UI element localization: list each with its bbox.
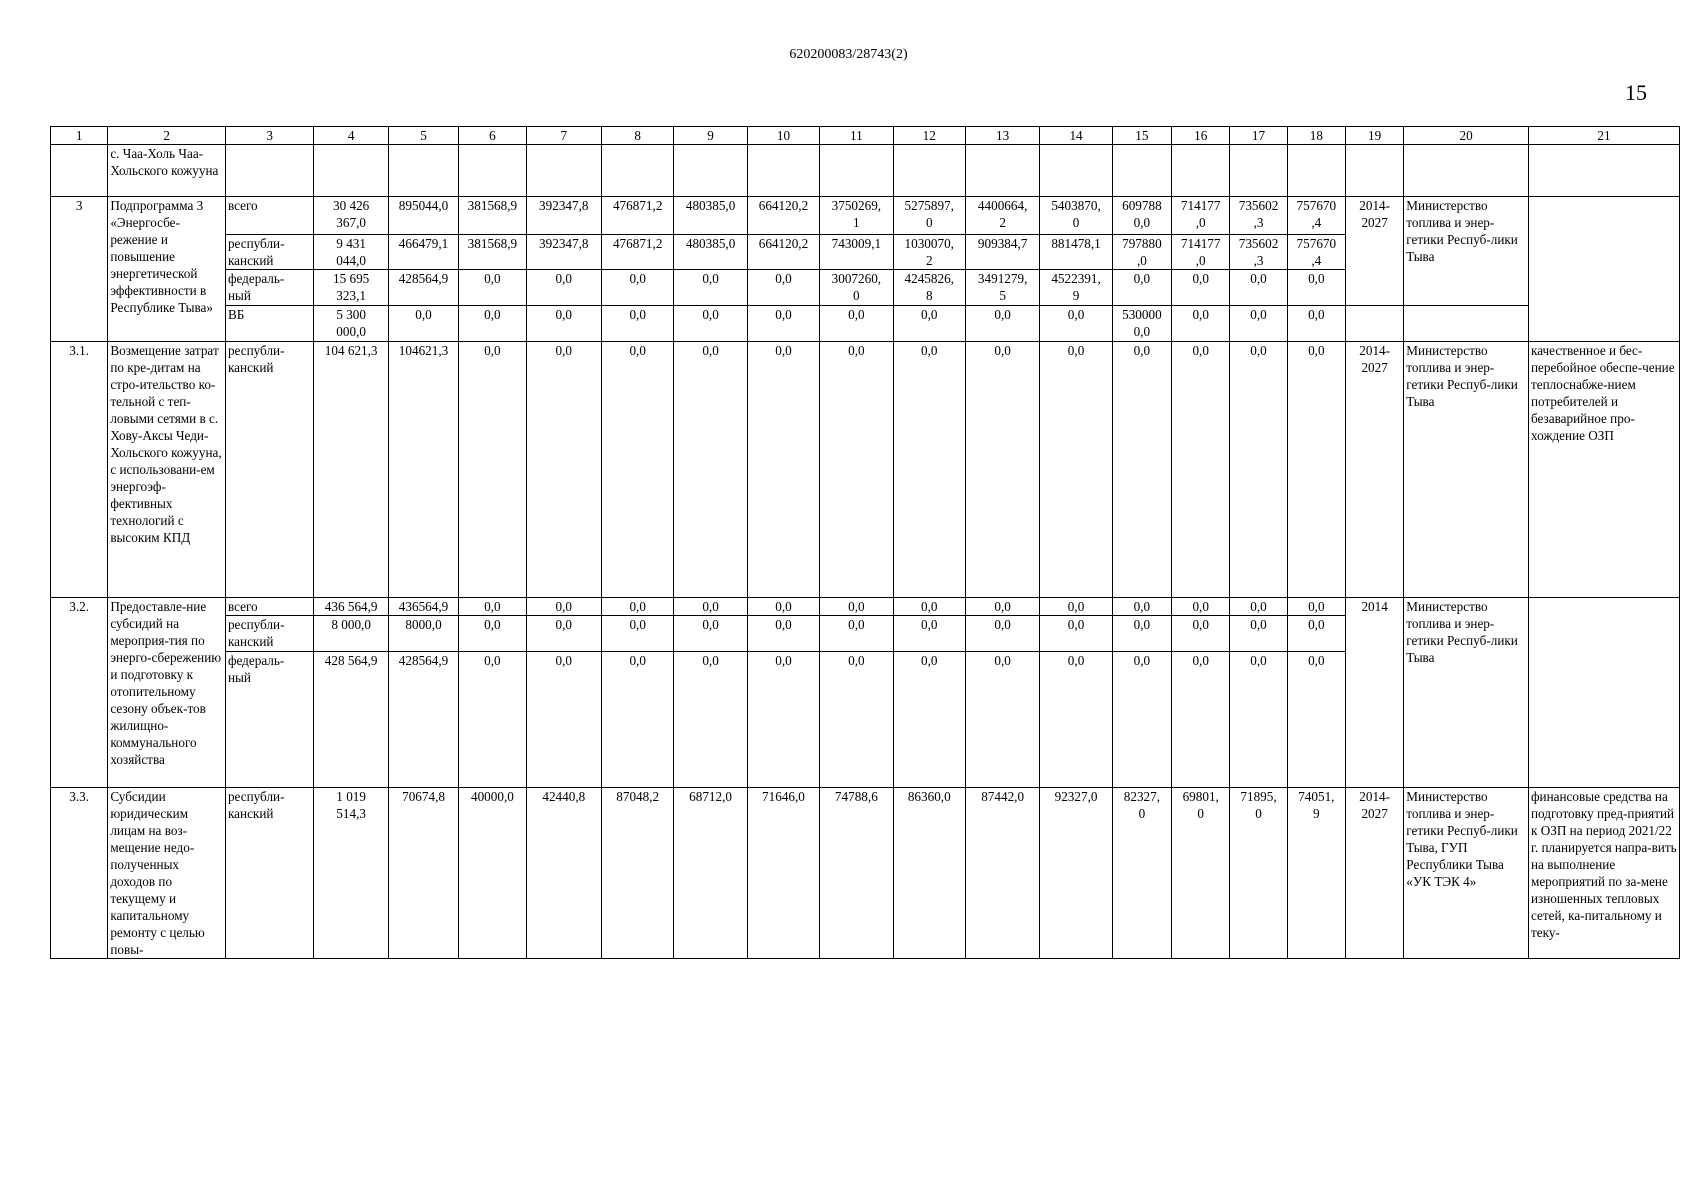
- value-cell-col-6: 381568,9: [459, 235, 526, 270]
- cell-empty: [1287, 145, 1345, 197]
- value-cell-col-7: 0,0: [526, 616, 601, 652]
- value-cell-col-11: 0,0: [820, 652, 893, 788]
- value-cell-col-17: 0,0: [1230, 270, 1287, 306]
- column-number-12: 12: [893, 127, 965, 145]
- value-cell-col-16: 714177 ,0: [1172, 235, 1230, 270]
- cell-empty: [1528, 145, 1679, 197]
- executor-cell: Министерство топлива и энер-гетики Респуб-лики Тыва: [1404, 342, 1529, 598]
- row-number-cell: 3.1.: [51, 342, 108, 598]
- cell-empty: [674, 145, 747, 197]
- value-cell-col-9: 0,0: [674, 616, 747, 652]
- column-number-9: 9: [674, 127, 747, 145]
- value-cell-col-14: 5403870, 0: [1040, 197, 1112, 235]
- value-cell-col-12: 0,0: [893, 652, 965, 788]
- value-cell-col-11: 743009,1: [820, 235, 893, 270]
- value-cell-col-6: 0,0: [459, 652, 526, 788]
- column-number-17: 17: [1230, 127, 1287, 145]
- table-row-3-2: [51, 598, 1680, 616]
- value-cell-col-18: 757670 ,4: [1287, 197, 1345, 235]
- value-cell-col-18: 0,0: [1287, 598, 1345, 616]
- value-cell-col-9: 480385,0: [674, 235, 747, 270]
- value-cell-col-17: 0,0: [1230, 598, 1287, 616]
- value-cell-col-18: 0,0: [1287, 652, 1345, 788]
- value-cell-col-4: 104 621,3: [314, 342, 388, 598]
- funding-source-cell: федераль- ный: [225, 652, 313, 788]
- event-name-cell: Возмещение затрат по кре-дитам на стро-ительство ко-тельной с теп-ловыми сетями в с. Хову-Аксы Чеди-Хольского кожууна, с использовани-ем энергоэф-фективных технологий с высоким КПД: [108, 342, 226, 598]
- value-cell-col-14: 0,0: [1040, 306, 1112, 342]
- table-row-3-3: [51, 788, 1680, 959]
- value-cell-col-12: 5275897, 0: [893, 197, 965, 235]
- value-cell-col-6: 381568,9: [459, 197, 526, 235]
- value-cell-col-13: 0,0: [965, 598, 1039, 616]
- value-cell-col-6: 0,0: [459, 616, 526, 652]
- column-number-19: 19: [1345, 127, 1403, 145]
- table-row-subprogram-3: [51, 197, 1680, 235]
- value-cell-col-4: 15 695 323,1: [314, 270, 388, 306]
- document-code: 620200083/28743(2): [789, 47, 908, 62]
- value-cell-col-6: 0,0: [459, 598, 526, 616]
- value-cell-col-14: 0,0: [1040, 598, 1112, 616]
- value-cell-col-8: 476871,2: [601, 197, 673, 235]
- value-cell-col-13: 0,0: [965, 342, 1039, 598]
- value-cell-col-10: 0,0: [747, 306, 819, 342]
- value-cell-col-5: 428564,9: [388, 652, 458, 788]
- column-number-10: 10: [747, 127, 819, 145]
- years-cell: 2014: [1345, 598, 1403, 788]
- value-cell-col-17: 0,0: [1230, 342, 1287, 598]
- value-cell-col-17: 0,0: [1230, 652, 1287, 788]
- cell-empty: [459, 145, 526, 197]
- value-cell-col-14: 4522391, 9: [1040, 270, 1112, 306]
- years-cell: 2014- 2027: [1345, 197, 1403, 306]
- event-name-cell: Предоставле-ние субсидий на мероприя-тия по энерго-сбережению и подготовку к отопительному сезону объек-тов жилищно-коммунального хозяйства: [108, 598, 226, 788]
- value-cell-col-8: 0,0: [601, 616, 673, 652]
- value-cell-col-8: 0,0: [601, 342, 673, 598]
- value-cell-col-7: 0,0: [526, 342, 601, 598]
- value-cell-col-13: 0,0: [965, 652, 1039, 788]
- executor-cell: Министерство топлива и энер-гетики Респуб-лики Тыва: [1404, 197, 1529, 306]
- value-cell-col-12: 0,0: [893, 306, 965, 342]
- cell-empty: [1040, 145, 1112, 197]
- value-cell-col-18: 757670 ,4: [1287, 235, 1345, 270]
- value-cell-col-4: 30 426 367,0: [314, 197, 388, 235]
- cell-empty: [747, 145, 819, 197]
- value-cell-col-7: 0,0: [526, 652, 601, 788]
- value-cell-col-11: 74788,6: [820, 788, 893, 959]
- event-name-cell: Подпрограмма 3 «Энергосбе-режение и повышение энергетической эффективности в Республике Тыва»: [108, 197, 226, 342]
- executor-cell: Министерство топлива и энер-гетики Респуб-лики Тыва: [1404, 598, 1529, 788]
- value-cell-col-8: 0,0: [601, 270, 673, 306]
- value-cell-col-13: 909384,7: [965, 235, 1039, 270]
- years-cell: 2014- 2027: [1345, 342, 1403, 598]
- value-cell-col-6: 0,0: [459, 306, 526, 342]
- value-cell-col-10: 0,0: [747, 598, 819, 616]
- executor-cell: [1404, 306, 1529, 342]
- value-cell-col-8: 0,0: [601, 306, 673, 342]
- value-cell-col-4: 428 564,9: [314, 652, 388, 788]
- column-number-7: 7: [526, 127, 601, 145]
- cell-empty: [601, 145, 673, 197]
- event-name-cell: с. Чаа-Холь Чаа-Хольского кожууна: [108, 145, 226, 197]
- cell-empty: [1404, 145, 1529, 197]
- value-cell-col-10: 664120,2: [747, 235, 819, 270]
- program-table: [50, 126, 1680, 959]
- funding-source-cell: всего: [225, 598, 313, 616]
- value-cell-col-16: 714177 ,0: [1172, 197, 1230, 235]
- value-cell-col-12: 86360,0: [893, 788, 965, 959]
- value-cell-col-7: 392347,8: [526, 197, 601, 235]
- value-cell-col-5: 466479,1: [388, 235, 458, 270]
- value-cell-col-12: 0,0: [893, 342, 965, 598]
- value-cell-col-5: 895044,0: [388, 197, 458, 235]
- value-cell-col-18: 0,0: [1287, 616, 1345, 652]
- value-cell-col-15: 0,0: [1112, 616, 1171, 652]
- table-row-subprogram-3: [51, 306, 1680, 342]
- cell-empty: [1345, 145, 1403, 197]
- column-number-6: 6: [459, 127, 526, 145]
- value-cell-col-5: 428564,9: [388, 270, 458, 306]
- page-number: 15: [1625, 80, 1647, 105]
- value-cell-col-5: 8000,0: [388, 616, 458, 652]
- cell-empty: [51, 145, 108, 197]
- value-cell-col-10: 664120,2: [747, 197, 819, 235]
- value-cell-col-13: 3491279, 5: [965, 270, 1039, 306]
- value-cell-col-17: 735602 ,3: [1230, 235, 1287, 270]
- funding-source-cell: республи- канский: [225, 235, 313, 270]
- value-cell-col-7: 0,0: [526, 270, 601, 306]
- funding-source-cell: республи- канский: [225, 342, 313, 598]
- value-cell-col-14: 0,0: [1040, 342, 1112, 598]
- column-number-15: 15: [1112, 127, 1171, 145]
- cell-empty: [1230, 145, 1287, 197]
- value-cell-col-12: 0,0: [893, 616, 965, 652]
- value-cell-col-16: 69801, 0: [1172, 788, 1230, 959]
- value-cell-col-10: 0,0: [747, 616, 819, 652]
- value-cell-col-16: 0,0: [1172, 270, 1230, 306]
- value-cell-col-9: 0,0: [674, 270, 747, 306]
- result-cell: финансовые средства на подготовку пред-приятий к ОЗП на период 2021/22 г. планируется напра-вить на выполнение мероприятий по за-мене изношенных тепловых сетей, ка-питальному и теку-: [1528, 788, 1679, 959]
- executor-cell: Министерство топлива и энер-гетики Респуб-лики Тыва, ГУП Республики Тыва «УК ТЭК 4»: [1404, 788, 1529, 959]
- value-cell-col-11: 3007260, 0: [820, 270, 893, 306]
- value-cell-col-8: 87048,2: [601, 788, 673, 959]
- value-cell-col-14: 92327,0: [1040, 788, 1112, 959]
- table-row-3-1: [51, 342, 1680, 598]
- column-number-1: 1: [51, 127, 108, 145]
- value-cell-col-18: 74051, 9: [1287, 788, 1345, 959]
- value-cell-col-9: 68712,0: [674, 788, 747, 959]
- value-cell-col-16: 0,0: [1172, 342, 1230, 598]
- value-cell-col-7: 0,0: [526, 306, 601, 342]
- value-cell-col-15: 0,0: [1112, 270, 1171, 306]
- column-number-3: 3: [225, 127, 313, 145]
- value-cell-col-6: 0,0: [459, 270, 526, 306]
- value-cell-col-6: 0,0: [459, 342, 526, 598]
- cell-empty: [225, 145, 313, 197]
- value-cell-col-15: 0,0: [1112, 598, 1171, 616]
- cell-empty: [820, 145, 893, 197]
- value-cell-col-17: 71895, 0: [1230, 788, 1287, 959]
- row-number-cell: 3.2.: [51, 598, 108, 788]
- years-cell: [1345, 306, 1403, 342]
- funding-source-cell: ВБ: [225, 306, 313, 342]
- value-cell-col-11: 0,0: [820, 616, 893, 652]
- value-cell-col-18: 0,0: [1287, 342, 1345, 598]
- value-cell-col-4: 1 019 514,3: [314, 788, 388, 959]
- value-cell-col-4: 5 300 000,0: [314, 306, 388, 342]
- value-cell-col-16: 0,0: [1172, 306, 1230, 342]
- cell-empty: [1172, 145, 1230, 197]
- value-cell-col-7: 0,0: [526, 598, 601, 616]
- column-number-20: 20: [1404, 127, 1529, 145]
- value-cell-col-9: 0,0: [674, 652, 747, 788]
- value-cell-col-18: 0,0: [1287, 306, 1345, 342]
- value-cell-col-7: 42440,8: [526, 788, 601, 959]
- cell-empty: [1112, 145, 1171, 197]
- funding-source-cell: республи- канский: [225, 788, 313, 959]
- value-cell-col-13: 0,0: [965, 306, 1039, 342]
- value-cell-col-5: 436564,9: [388, 598, 458, 616]
- value-cell-col-10: 0,0: [747, 652, 819, 788]
- value-cell-col-9: 0,0: [674, 342, 747, 598]
- value-cell-col-17: 735602 ,3: [1230, 197, 1287, 235]
- column-number-11: 11: [820, 127, 893, 145]
- value-cell-col-10: 0,0: [747, 342, 819, 598]
- value-cell-col-15: 797880 ,0: [1112, 235, 1171, 270]
- value-cell-col-15: 0,0: [1112, 652, 1171, 788]
- value-cell-col-11: 0,0: [820, 598, 893, 616]
- funding-source-cell: республи- канский: [225, 616, 313, 652]
- value-cell-col-17: 0,0: [1230, 306, 1287, 342]
- column-number-21: 21: [1528, 127, 1679, 145]
- years-cell: 2014- 2027: [1345, 788, 1403, 959]
- value-cell-col-10: 0,0: [747, 270, 819, 306]
- column-number-2: 2: [108, 127, 226, 145]
- row-number-cell: 3.3.: [51, 788, 108, 959]
- value-cell-col-8: 476871,2: [601, 235, 673, 270]
- result-cell: [1528, 598, 1679, 788]
- value-cell-col-12: 1030070, 2: [893, 235, 965, 270]
- value-cell-col-14: 881478,1: [1040, 235, 1112, 270]
- header-row: [51, 127, 1680, 145]
- value-cell-col-9: 480385,0: [674, 197, 747, 235]
- value-cell-col-11: 0,0: [820, 342, 893, 598]
- value-cell-col-15: 530000 0,0: [1112, 306, 1171, 342]
- event-name-cell: Субсидии юридическим лицам на воз-мещение недо-полученных доходов по текущему и капитальному ремонту с целью повы-: [108, 788, 226, 959]
- funding-source-cell: федераль- ный: [225, 270, 313, 306]
- cell-empty: [526, 145, 601, 197]
- value-cell-col-11: 3750269, 1: [820, 197, 893, 235]
- cell-empty: [893, 145, 965, 197]
- cell-empty: [965, 145, 1039, 197]
- value-cell-col-4: 9 431 044,0: [314, 235, 388, 270]
- result-cell: качественное и бес-перебойное обеспе-чение теплоснабже-нием потребителей и безаварийное про-хождение ОЗП: [1528, 342, 1679, 598]
- funding-source-cell: всего: [225, 197, 313, 235]
- value-cell-col-14: 0,0: [1040, 616, 1112, 652]
- value-cell-col-16: 0,0: [1172, 616, 1230, 652]
- table-row-continuation: [51, 145, 1680, 197]
- value-cell-col-15: 82327, 0: [1112, 788, 1171, 959]
- value-cell-col-10: 71646,0: [747, 788, 819, 959]
- value-cell-col-13: 87442,0: [965, 788, 1039, 959]
- column-number-4: 4: [314, 127, 388, 145]
- value-cell-col-8: 0,0: [601, 652, 673, 788]
- cell-empty: [314, 145, 388, 197]
- value-cell-col-4: 436 564,9: [314, 598, 388, 616]
- value-cell-col-5: 0,0: [388, 306, 458, 342]
- value-cell-col-9: 0,0: [674, 306, 747, 342]
- value-cell-col-11: 0,0: [820, 306, 893, 342]
- column-number-5: 5: [388, 127, 458, 145]
- value-cell-col-15: 609788 0,0: [1112, 197, 1171, 235]
- value-cell-col-8: 0,0: [601, 598, 673, 616]
- value-cell-col-13: 0,0: [965, 616, 1039, 652]
- column-number-16: 16: [1172, 127, 1230, 145]
- cell-empty: [388, 145, 458, 197]
- value-cell-col-17: 0,0: [1230, 616, 1287, 652]
- column-number-13: 13: [965, 127, 1039, 145]
- value-cell-col-4: 8 000,0: [314, 616, 388, 652]
- value-cell-col-13: 4400664, 2: [965, 197, 1039, 235]
- column-number-14: 14: [1040, 127, 1112, 145]
- value-cell-col-12: 4245826, 8: [893, 270, 965, 306]
- value-cell-col-16: 0,0: [1172, 652, 1230, 788]
- value-cell-col-15: 0,0: [1112, 342, 1171, 598]
- column-number-8: 8: [601, 127, 673, 145]
- value-cell-col-5: 70674,8: [388, 788, 458, 959]
- column-number-18: 18: [1287, 127, 1345, 145]
- result-cell: [1528, 197, 1679, 342]
- value-cell-col-18: 0,0: [1287, 270, 1345, 306]
- value-cell-col-7: 392347,8: [526, 235, 601, 270]
- row-number-cell: 3: [51, 197, 108, 342]
- value-cell-col-6: 40000,0: [459, 788, 526, 959]
- value-cell-col-5: 104621,3: [388, 342, 458, 598]
- value-cell-col-16: 0,0: [1172, 598, 1230, 616]
- value-cell-col-14: 0,0: [1040, 652, 1112, 788]
- value-cell-col-12: 0,0: [893, 598, 965, 616]
- table-body: [51, 127, 1680, 959]
- value-cell-col-9: 0,0: [674, 598, 747, 616]
